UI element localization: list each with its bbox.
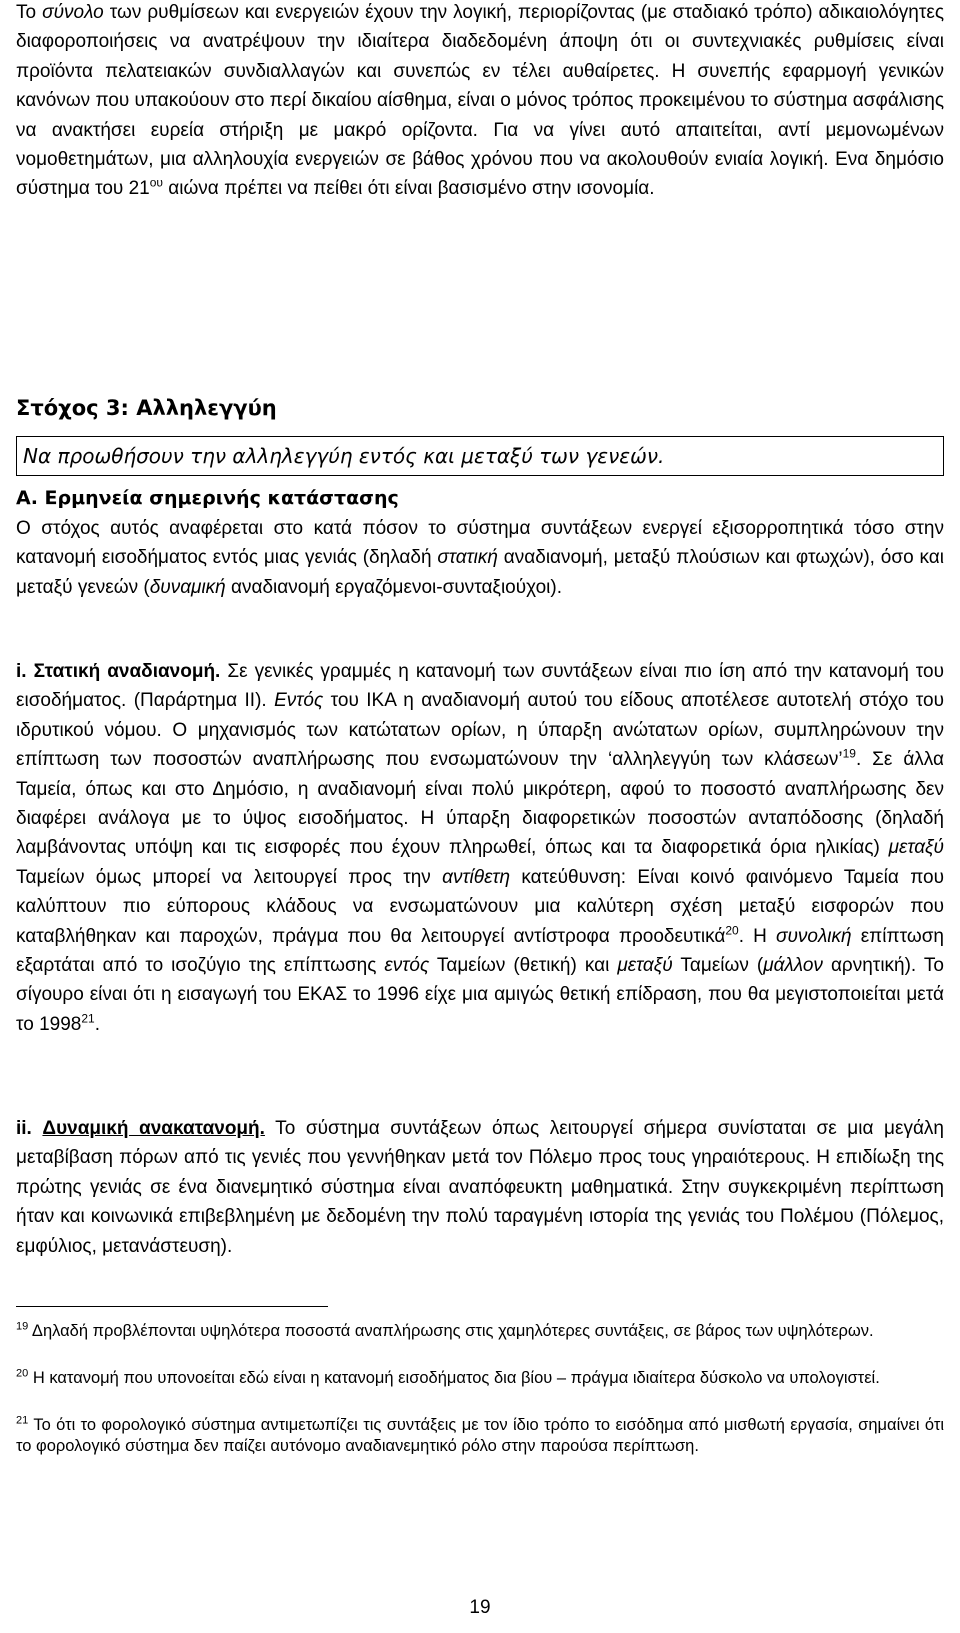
footnote-number: 20 — [16, 1367, 29, 1380]
static-text: Ταμείων όμως μπορεί να λειτουργεί προς την — [16, 866, 443, 888]
footnote-text: Η κατανομή που υπονοείται εδώ είναι η κατανομή εισοδήματος δια βίου – πράγμα ιδιαίτερα δύσκολο να υπολογιστεί. — [28, 1369, 880, 1387]
static-text: του ΙΚΑ η αναδιανομή αυτού του είδους αποτέλεσε αυτοτελή στόχο του ιδρυτικού νόμου. Ο μηχανισμός των κατώτατων ορίων, η ύπαρξη ανώτατων ορίων, συμπληρώνουν την επίπτωση των ποσοστών αναπλήρωσης που ενσωματώνουν την ‘αλληλεγγύη των κλάσεων’ — [16, 690, 944, 771]
static-italic: Εντός — [274, 690, 324, 712]
static-text: Ταμείων (θετική) και — [429, 955, 618, 977]
static-text: . — [94, 1013, 100, 1035]
static-italic: μάλλον — [763, 955, 823, 977]
intro-italic: σύνολο — [42, 2, 104, 23]
static-italic: αντίθετη — [442, 866, 511, 888]
static-text: επίπτωση εξαρτάται από το ισοζύγιο της επίπτωσης — [16, 925, 944, 977]
static-text: Ταμείων ( — [672, 955, 764, 977]
section-a-text: αναδιανομή, μεταξύ πλούσιων και φτωχών), όσο και μεταξύ γενεών ( — [16, 547, 944, 598]
goal-heading: Στόχος 3: Αλληλεγγύη — [16, 396, 277, 420]
static-text: κατεύθυνση: Είναι κοινό φαινόμενο Ταμεία που καλύπτουν πιο εύπορους κλάδους να ενσωματώνουν μια καλύτερη σχέση μεταξύ εισφορών που καταβλήθηκαν και παροχών, πράγμα που θα λειτουργεί αντίστροφα προοδευτικά — [16, 866, 944, 947]
dynamic-redistribution-paragraph — [16, 1114, 944, 1261]
section-a-text: Ο στόχος αυτός αναφέρεται στο κατά πόσον το σύστημα συντάξεων ενεργεί εξισορροπητικά τόσο στην κατανομή εισοδήματος εντός μιας γενιάς (δηλαδή — [16, 518, 944, 569]
section-a-italic: δυναμική — [149, 576, 226, 598]
static-text: . Σε άλλα Ταμεία, όπως και στο Δημόσιο, η αναδιανομή είναι πολύ μικρότερη, αφού το ποσοστό αναπλήρωσης δεν διαφέρει ανάλογα με το ύψος εισοδήματος. Η ύπαρξη διαφορετικών ποσοστών ανταπόδοσης (δηλαδή λαμβάνοντας υπόψη και τις εισφορές που έχουν πληρωθεί, όπως και τα διαφορετικά όρια ηλικίας) — [16, 749, 945, 859]
footnote-number: 21 — [16, 1414, 29, 1427]
static-redistribution-label: i. Στατική αναδιανομή. — [16, 661, 221, 682]
intro-text: αιώνα πρέπει να πείθει ότι είναι βασισμένο στην ισονομία. — [162, 178, 655, 200]
footnote-text: Το ότι το φορολογικό σύστημα αντιμετωπίζει τις συντάξεις με τον ίδιο τρόπο το εισόδημα από μισθωτή εργασία, σημαίνει ότι το φορολογικό σύστημα δεν παίζει αυτόνομο αναδιανεμητικό ρόλο στην παρούσα περίπτωση. — [16, 1416, 944, 1455]
footnote-text: Δηλαδή προβλέπονται υψηλότερα ποσοστά αναπλήρωσης στις χαμηλότερες συντάξεις, σε βάρος των υψηλότερων. — [28, 1322, 874, 1340]
footnote-19 — [16, 1321, 944, 1342]
footnote-ref-19: 19 — [842, 746, 856, 761]
footnote-divider — [16, 1306, 328, 1307]
static-text: Σε γενικές γραμμές η κατανομή των συντάξεων είναι πιο ίση από την κατανομή του εισοδήματος. (Παράρτημα ΙΙ). — [16, 661, 944, 712]
dynamic-label-prefix: ii. — [16, 1118, 43, 1139]
static-italic: μεταξύ — [888, 837, 944, 859]
dynamic-redistribution-label: Δυναμική ανακατανομή. — [42, 1118, 265, 1139]
section-a-heading: Α. Ερμηνεία σημερινής κατάστασης — [16, 487, 399, 509]
superscript: ου — [149, 176, 163, 191]
static-text: αρνητική). Το σίγουρο είναι ότι η εισαγωγή του ΕΚΑΣ το 1996 είχε μια αμιγώς θετική επίδραση, που θα μεγιστοποιείται μετά το 1998 — [16, 955, 944, 1035]
static-italic: συνολική — [775, 925, 852, 947]
footnote-20 — [16, 1368, 944, 1389]
section-a-text: αναδιανομή εργαζόμενοι-συνταξιούχοι). — [225, 576, 562, 598]
footnote-21 — [16, 1415, 944, 1457]
dynamic-text: Το σύστημα συντάξεων όπως λειτουργεί σήμερα συνίσταται σε μια μεγάλη μεταβίβαση πόρων από τις γενιές που γεννήθηκαν μετά τον Πόλεμο προς τους γηραιότερους. Η επιδίωξη της πρώτης γενιάς σε ένα διανεμητικό σύστημα είναι αναπόφευκτη μαθηματικά. Στην συγκεκριμένη περίπτωση ήταν και κοινωνικά επιβεβλημένη με δεδομένη την πολύ ταραγμένη ιστορία της γενιάς του Πολέμου (Πόλεμος, εμφύλιος, μετανάστευση). — [16, 1118, 944, 1257]
intro-text: των ρυθμίσεων και ενεργειών έχουν την λογική, περιορίζοντας (με σταδιακό τρόπο) αδικαιολόγητες διαφοροποιήσεις να ανατρέψουν την ιδιαίτερα διαδεδομένη άποψη ότι οι συντεχνιακές ρυθμίσεις είναι προϊόντα πελατειακών συνδιαλλαγών και συνεπώς εν τέλει αυθαίρετες. Η συνεπής εφαρμογή γενικών κανόνων που υπακούουν στο περί δικαίου αίσθημα, είναι ο μόνος τρόπος προκειμένου το σύστημα ασφάλισης να ανακτήσει ευρεία στήριξη με μακρό ορίζοντα. Για να γίνει αυτό απαιτείται, αντί μεμονωμένων νομοθετημάτων, μια αλληλουχία ενεργειών σε βάθος χρόνου που να ακολουθούν ενιαία λογική. Ενα δημόσιο σύστημα του 21 — [16, 2, 944, 200]
section-a-paragraph — [16, 514, 944, 602]
goal-statement-box: Να προωθήσουν την αλληλεγγύη εντός και μεταξύ των γενεών. — [16, 436, 944, 476]
static-italic: μεταξύ — [617, 955, 673, 977]
section-a-italic: στατική — [437, 547, 498, 569]
intro-text: Το — [16, 2, 43, 23]
static-italic: εντός — [384, 955, 430, 977]
static-redistribution-paragraph — [16, 657, 944, 1039]
static-text: . Η — [738, 925, 776, 947]
footnote-number: 19 — [16, 1320, 29, 1333]
page-number: 19 — [469, 1597, 491, 1618]
intro-paragraph — [16, 0, 944, 204]
footnote-ref-21: 21 — [81, 1011, 95, 1026]
footnote-ref-20: 20 — [725, 923, 739, 938]
